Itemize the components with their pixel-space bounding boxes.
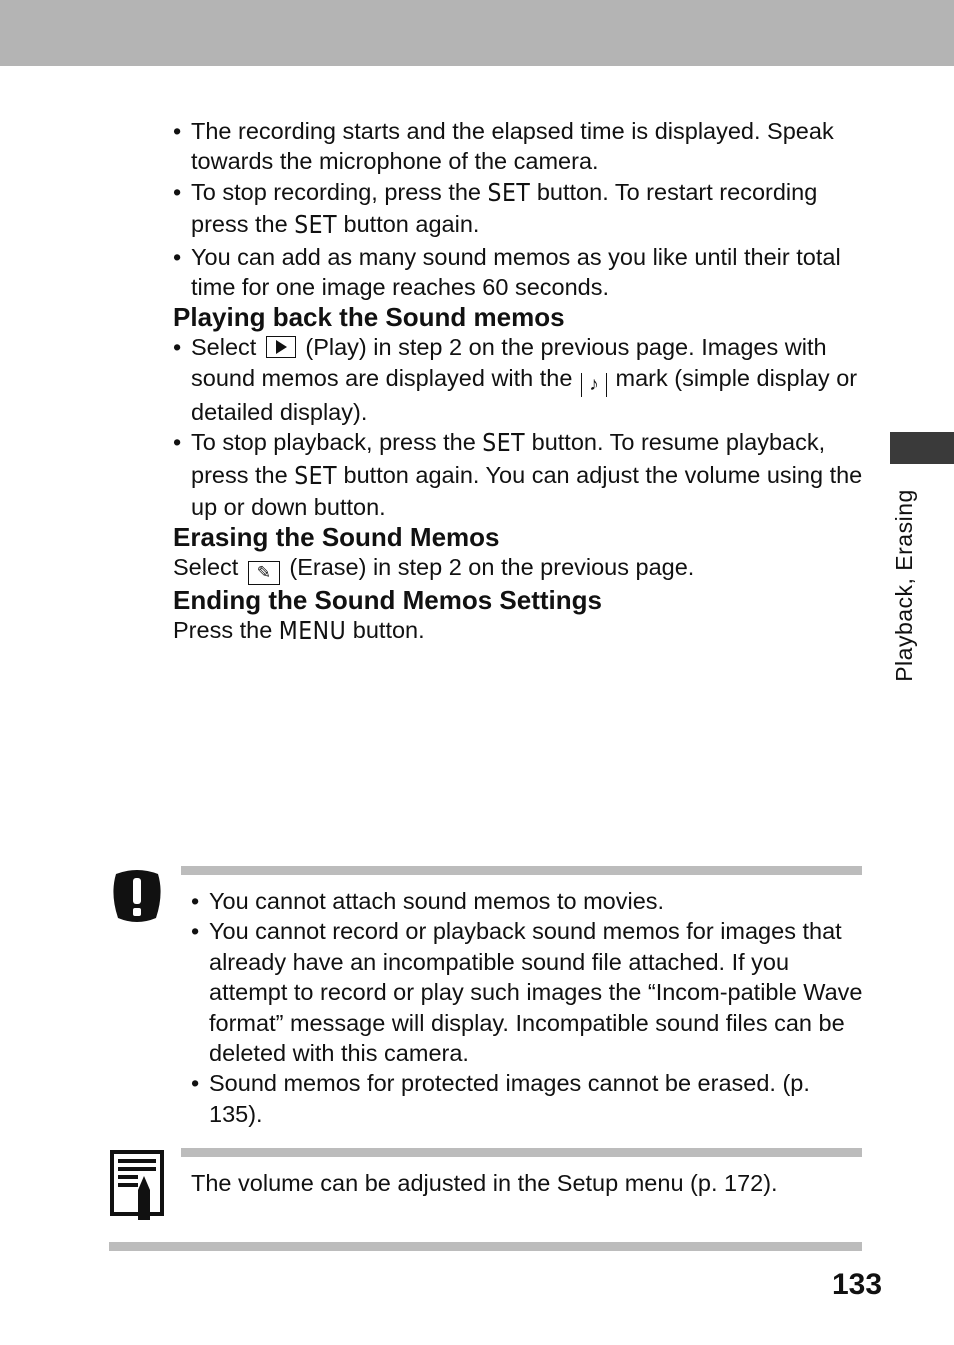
bottom-rule xyxy=(109,1242,862,1251)
memo-pencil-icon xyxy=(110,1150,164,1220)
heading-erasing: Erasing the Sound Memos xyxy=(173,522,500,553)
list-item: • To stop recording, press the SET button. To restart recording press the SET button again. xyxy=(173,177,863,242)
sound-memo-icon: ♪ xyxy=(581,373,607,397)
list-item: • Sound memos for protected images cannot be erased. (p. 135). xyxy=(191,1068,866,1129)
memo-note: The volume can be adjusted in the Setup menu (p. 172). xyxy=(191,1170,778,1196)
set-button-glyph: SET xyxy=(487,178,531,208)
erasing-text: Select ✎ (Erase) in step 2 on the previous page. xyxy=(173,552,863,585)
set-button-glyph: SET xyxy=(294,211,338,240)
list-item: • You can add as many sound memos as you like until their total time for one image reaches 60 seconds. xyxy=(173,242,863,303)
list-item: • To stop playback, press the SET button. To resume playback, press the SET button again. You can adjust the volume using the up or down button. xyxy=(173,427,863,522)
caution-note xyxy=(191,886,866,1129)
caution-bullet-list xyxy=(191,886,866,1129)
header-band xyxy=(0,0,954,66)
play-icon xyxy=(266,336,296,358)
set-button-glyph: SET xyxy=(294,461,338,491)
section-tab-marker xyxy=(890,432,954,464)
heading-ending: Ending the Sound Memos Settings xyxy=(173,585,602,616)
heading-playing-back: Playing back the Sound memos xyxy=(173,302,565,333)
caution-top-rule xyxy=(181,866,862,875)
erase-icon: ✎ xyxy=(248,561,280,585)
caution-exclamation-icon xyxy=(110,868,164,924)
menu-button-glyph: MENU xyxy=(278,617,347,647)
ending-text: Press the MENU button. xyxy=(173,615,863,647)
list-item: • Select (Play) in step 2 on the previous page. Images with sound memos are displayed with the ♪ mark (simple display or detailed display). xyxy=(173,332,863,427)
memo-top-rule xyxy=(181,1148,862,1157)
playing-bullet-list xyxy=(173,332,863,522)
main-content xyxy=(173,116,863,648)
section-side-label-text: Playback, Erasing xyxy=(890,488,917,682)
list-item: • You cannot attach sound memos to movies. xyxy=(191,886,866,916)
intro-bullet-list xyxy=(173,116,863,302)
section-side-label xyxy=(882,470,926,700)
set-button-glyph: SET xyxy=(482,429,526,459)
page-number: 133 xyxy=(832,1268,883,1301)
list-item: • The recording starts and the elapsed time is displayed. Speak towards the microphone of the camera. xyxy=(173,116,863,177)
list-item: • You cannot record or playback sound memos for images that already have an incompatible sound file attached. If you attempt to record or play such images the “Incom-patible Wave format” message will display. Incompatible sound files can be deleted with this camera. xyxy=(191,916,866,1068)
